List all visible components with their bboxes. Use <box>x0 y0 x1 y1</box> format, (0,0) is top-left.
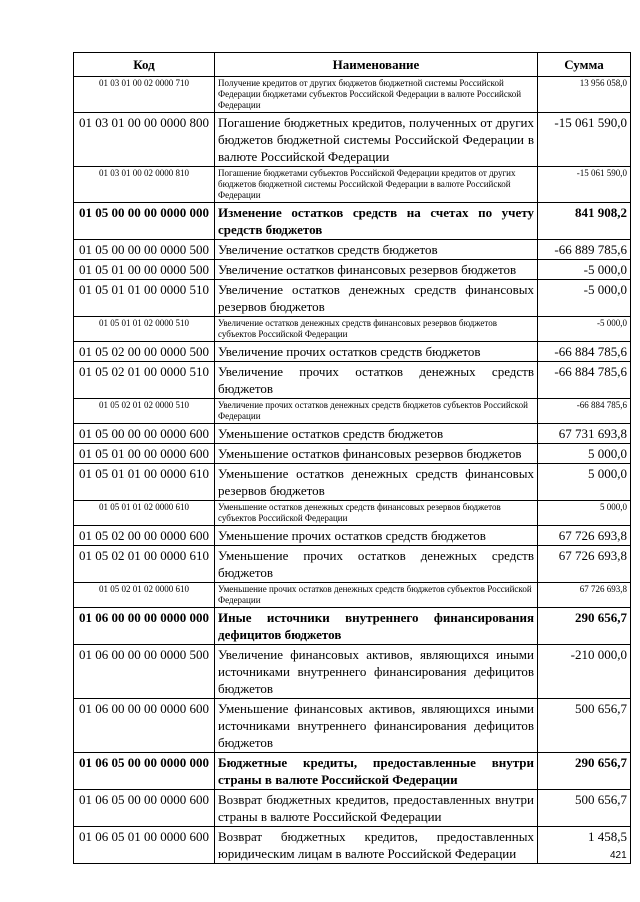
name-cell: Уменьшение финансовых активов, являющихся иными источниками внутреннего финансирования дефицитов бюджетов <box>215 699 538 753</box>
name-cell: Увеличение прочих остатков денежных средств бюджетов субъектов Российской Федерации <box>215 399 538 424</box>
table-row <box>74 399 631 424</box>
amount-cell: -5 000,0 <box>538 260 631 280</box>
name-cell: Увеличение остатков финансовых резервов бюджетов <box>215 260 538 280</box>
name-cell: Уменьшение прочих остатков денежных средств бюджетов субъектов Российской Федерации <box>215 583 538 608</box>
code-cell: 01 05 01 00 00 0000 500 <box>74 260 215 280</box>
amount-cell: 67 726 693,8 <box>538 546 631 583</box>
code-cell: 01 05 02 00 00 0000 500 <box>74 342 215 362</box>
table-row <box>74 526 631 546</box>
amount-cell: 67 726 693,8 <box>538 583 631 608</box>
name-column-header: Наименование <box>215 53 538 77</box>
name-cell: Возврат бюджетных кредитов, предоставленных юридическим лицам в валюте Российской Федерации <box>215 827 538 864</box>
amount-cell: -5 000,0 <box>538 280 631 317</box>
table-row <box>74 583 631 608</box>
code-cell: 01 06 05 00 00 0000 600 <box>74 790 215 827</box>
amount-cell: -15 061 590,0 <box>538 113 631 167</box>
code-cell: 01 05 00 00 00 0000 600 <box>74 424 215 444</box>
code-cell: 01 05 02 01 02 0000 610 <box>74 583 215 608</box>
amount-cell: 5 000,0 <box>538 501 631 526</box>
code-cell: 01 05 01 00 00 0000 600 <box>74 444 215 464</box>
amount-cell: 841 908,2 <box>538 203 631 240</box>
table-row <box>74 362 631 399</box>
name-cell: Уменьшение остатков средств бюджетов <box>215 424 538 444</box>
amount-cell: -15 061 590,0 <box>538 167 631 203</box>
code-cell: 01 06 05 01 00 0000 600 <box>74 827 215 864</box>
table-row <box>74 608 631 645</box>
amount-cell: -5 000,0 <box>538 317 631 342</box>
table-row <box>74 753 631 790</box>
amount-cell: 5 000,0 <box>538 444 631 464</box>
code-cell: 01 06 05 00 00 0000 000 <box>74 753 215 790</box>
budget-sources-table <box>73 52 631 864</box>
code-cell: 01 03 01 00 02 0000 810 <box>74 167 215 203</box>
table-row <box>74 699 631 753</box>
name-cell: Уменьшение прочих остатков средств бюджетов <box>215 526 538 546</box>
name-cell: Уменьшение остатков денежных средств финансовых резервов бюджетов <box>215 464 538 501</box>
code-cell: 01 06 00 00 00 0000 000 <box>74 608 215 645</box>
name-cell: Увеличение остатков средств бюджетов <box>215 240 538 260</box>
code-cell: 01 05 02 01 00 0000 510 <box>74 362 215 399</box>
table-row <box>74 260 631 280</box>
name-cell: Возврат бюджетных кредитов, предоставленных внутри страны в валюте Российской Федерации <box>215 790 538 827</box>
table-row <box>74 280 631 317</box>
amount-cell: -66 884 785,6 <box>538 362 631 399</box>
code-cell: 01 05 00 00 00 0000 000 <box>74 203 215 240</box>
table-row <box>74 240 631 260</box>
amount-cell: 290 656,7 <box>538 753 631 790</box>
page-number: 421 <box>610 850 627 861</box>
table-row <box>74 501 631 526</box>
name-cell: Увеличение финансовых активов, являющихся иными источниками внутреннего финансирования дефицитов бюджетов <box>215 645 538 699</box>
code-cell: 01 06 00 00 00 0000 500 <box>74 645 215 699</box>
code-column-header: Код <box>74 53 215 77</box>
name-cell: Уменьшение остатков денежных средств финансовых резервов бюджетов субъектов Российской Федерации <box>215 501 538 526</box>
table-row <box>74 167 631 203</box>
amount-cell: -66 884 785,6 <box>538 399 631 424</box>
amount-column-header: Сумма <box>538 53 631 77</box>
table-row <box>74 827 631 864</box>
table-header-row <box>74 53 631 77</box>
amount-cell: -66 889 785,6 <box>538 240 631 260</box>
name-cell: Уменьшение остатков финансовых резервов бюджетов <box>215 444 538 464</box>
code-cell: 01 05 00 00 00 0000 500 <box>74 240 215 260</box>
code-cell: 01 05 01 01 00 0000 510 <box>74 280 215 317</box>
code-cell: 01 05 01 01 00 0000 610 <box>74 464 215 501</box>
amount-cell: 290 656,7 <box>538 608 631 645</box>
code-cell: 01 03 01 00 00 0000 800 <box>74 113 215 167</box>
table-row <box>74 464 631 501</box>
name-cell: Увеличение прочих остатков денежных средств бюджетов <box>215 362 538 399</box>
table-row <box>74 342 631 362</box>
name-cell: Погашение бюджетных кредитов, полученных от других бюджетов бюджетной системы Российской Федерации в валюте Российской Федерации <box>215 113 538 167</box>
amount-cell: 67 731 693,8 <box>538 424 631 444</box>
name-cell: Изменение остатков средств на счетах по учету средств бюджетов <box>215 203 538 240</box>
amount-cell: 13 956 058,0 <box>538 77 631 113</box>
table-row <box>74 113 631 167</box>
table-row <box>74 645 631 699</box>
amount-cell: 5 000,0 <box>538 464 631 501</box>
code-cell: 01 05 02 01 00 0000 610 <box>74 546 215 583</box>
name-cell: Увеличение остатков денежных средств финансовых резервов бюджетов субъектов Российской Федерации <box>215 317 538 342</box>
name-cell: Увеличение прочих остатков средств бюджетов <box>215 342 538 362</box>
name-cell: Получение кредитов от других бюджетов бюджетной системы Российской Федерации бюджетами субъектов Российской Федерации в валюте Российской Федерации <box>215 77 538 113</box>
amount-cell: 67 726 693,8 <box>538 526 631 546</box>
name-cell: Погашение бюджетами субъектов Российской Федерации кредитов от других бюджетов бюджетной системы Российской Федерации в валюте Российской Федерации <box>215 167 538 203</box>
table-row <box>74 790 631 827</box>
code-cell: 01 05 02 01 02 0000 510 <box>74 399 215 424</box>
code-cell: 01 03 01 00 02 0000 710 <box>74 77 215 113</box>
name-cell: Иные источники внутреннего финансирования дефицитов бюджетов <box>215 608 538 645</box>
table-row <box>74 546 631 583</box>
amount-cell: 500 656,7 <box>538 699 631 753</box>
table-row <box>74 203 631 240</box>
table-row <box>74 77 631 113</box>
code-cell: 01 05 01 01 02 0000 610 <box>74 501 215 526</box>
code-cell: 01 06 00 00 00 0000 600 <box>74 699 215 753</box>
amount-cell: -66 884 785,6 <box>538 342 631 362</box>
table-row <box>74 317 631 342</box>
amount-cell: 500 656,7 <box>538 790 631 827</box>
name-cell: Уменьшение прочих остатков денежных средств бюджетов <box>215 546 538 583</box>
table-row <box>74 444 631 464</box>
code-cell: 01 05 02 00 00 0000 600 <box>74 526 215 546</box>
amount-cell: 1 458,5 <box>538 827 631 864</box>
name-cell: Бюджетные кредиты, предоставленные внутри страны в валюте Российской Федерации <box>215 753 538 790</box>
amount-cell: -210 000,0 <box>538 645 631 699</box>
code-cell: 01 05 01 01 02 0000 510 <box>74 317 215 342</box>
table-row <box>74 424 631 444</box>
name-cell: Увеличение остатков денежных средств финансовых резервов бюджетов <box>215 280 538 317</box>
